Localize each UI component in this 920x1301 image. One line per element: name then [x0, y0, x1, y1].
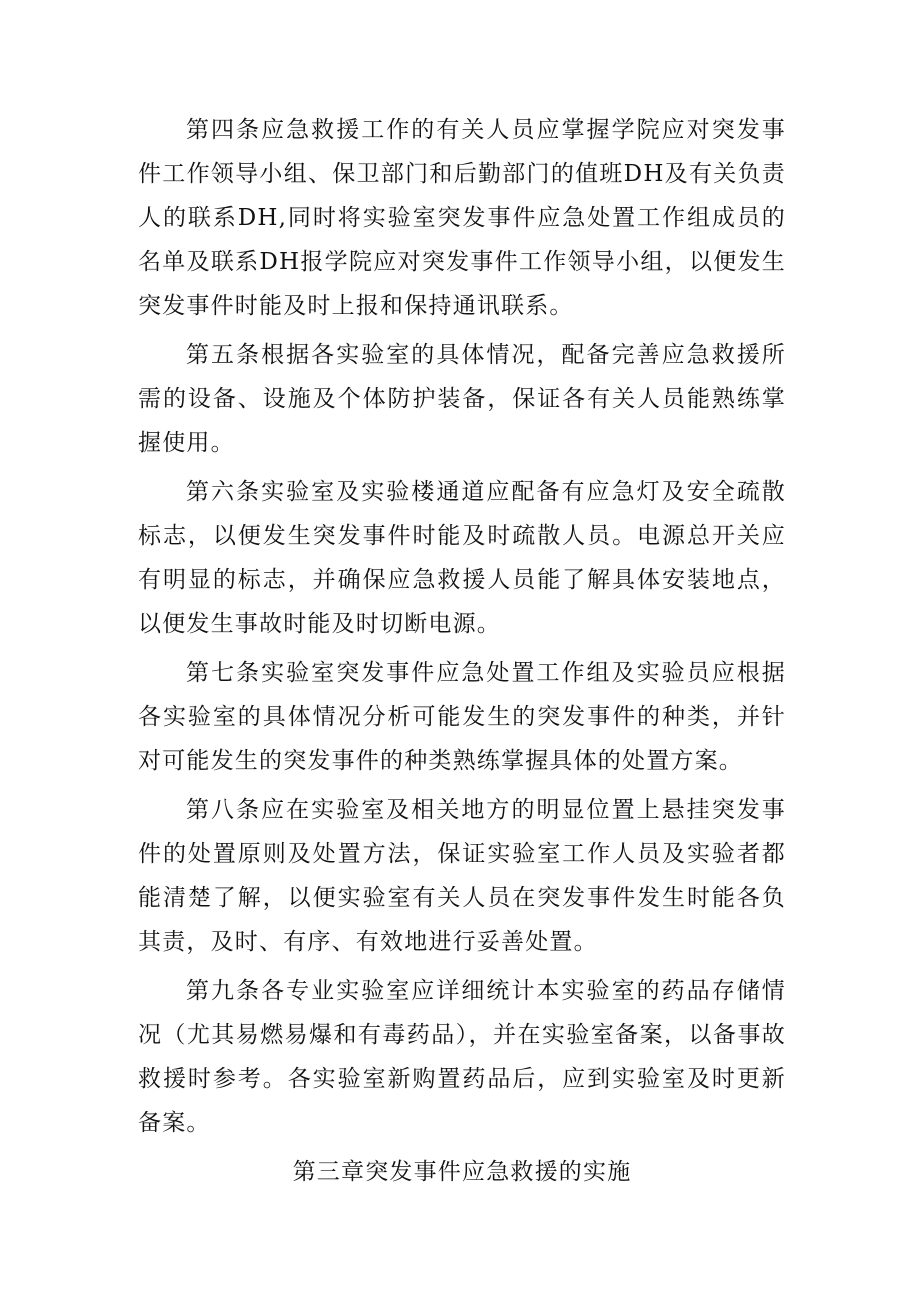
- article-7-paragraph: 第七条实验室突发事件应急处置工作组及实验员应根据各实验室的具体情况分析可能发生的突发事件的种类，并针对可能发生的突发事件的种类熟练掌握具体的处置方案。: [138, 660, 786, 774]
- article-9-paragraph: 第九条各专业实验室应详细统计本实验室的药品存储情况（尤其易燃易爆和有毒药品），并在实验室备案，以备事故救援时参考。各实验室新购置药品后，应到实验室及时更新备案。: [138, 978, 786, 1136]
- article-5-paragraph: 第五条根据各实验室的具体情况，配备完善应急救援所需的设备、设施及个体防护装备，保证各有关人员能熟练掌握使用。: [138, 342, 786, 456]
- chapter-heading: 第三章突发事件应急救援的实施: [292, 1159, 632, 1185]
- document-page: [138, 108, 786, 1194]
- article-6-paragraph: 第六条实验室及实验楼通道应配备有应急灯及安全疏散标志，以便发生突发事件时能及时疏散人员。电源总开关应有明显的标志，并确保应急救援人员能了解具体安装地点，以便发生事故时能及时切断电源。: [138, 479, 786, 637]
- article-4-paragraph: 第四条应急救援工作的有关人员应掌握学院应对突发事件工作领导小组、保卫部门和后勤部门的值班DH及有关负责人的联系DH,同时将实验室突发事件应急处置工作组成员的名单及联系DH报学院应对突发事件工作领导小组，以便发生突发事件时能及时上报和保持通讯联系。: [138, 117, 786, 319]
- article-8-paragraph: 第八条应在实验室及相关地方的明显位置上悬挂突发事件的处置原则及处置方法，保证实验室工作人员及实验者都能清楚了解，以便实验室有关人员在突发事件发生时能各负其责，及时、有序、有效地进行妥善处置。: [138, 797, 786, 955]
